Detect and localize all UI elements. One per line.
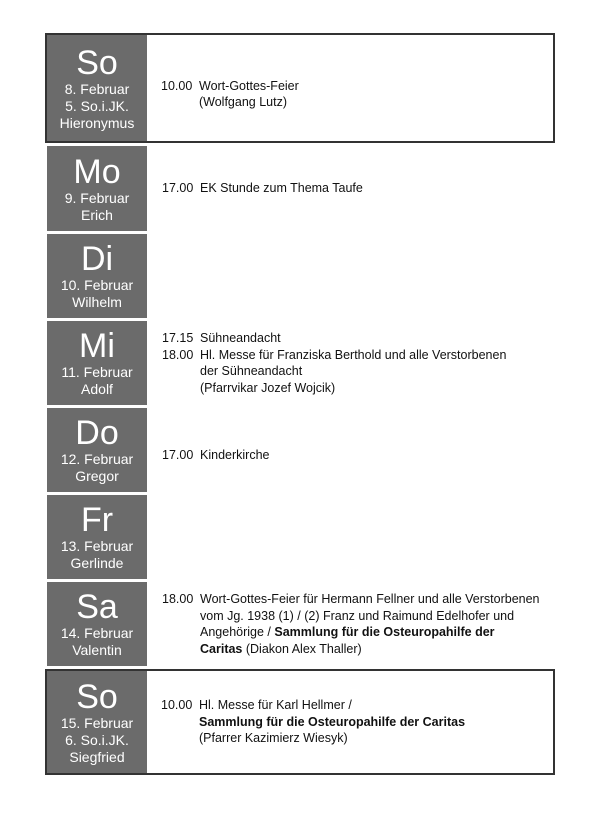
- event-description: [199, 697, 553, 747]
- day-events: [147, 582, 555, 666]
- day-events: [147, 146, 555, 231]
- event-time: 17.00: [162, 447, 194, 462]
- event-item: [162, 447, 555, 464]
- day-abbreviation: So: [76, 677, 118, 716]
- day-row-wednesday: [45, 321, 555, 405]
- day-label-box: [47, 495, 147, 579]
- day-date: 11. Februar: [61, 364, 133, 380]
- event-line: vom Jg. 1938 (1) / (2) Franz und Raimund Edelhofer und: [200, 608, 515, 623]
- event-line: [200, 624, 547, 641]
- name-day: Siegfried: [69, 748, 125, 765]
- event-line: (Wolfgang Lutz): [199, 95, 288, 109]
- event-time: 10.00: [161, 78, 193, 93]
- event-item: [162, 180, 555, 197]
- day-label-box: [47, 146, 147, 231]
- liturgical-sunday: 5. So.i.JK.: [65, 97, 129, 114]
- event-text: Angehörige /: [200, 625, 275, 639]
- weekly-schedule: [45, 33, 555, 775]
- day-abbreviation: Fr: [80, 501, 114, 539]
- collection-note: Sammlung für die Osteuropahilfe der: [274, 625, 495, 639]
- day-events: [147, 495, 555, 579]
- day-events: [147, 35, 553, 141]
- name-day: Gregor: [75, 468, 119, 484]
- collection-note: Caritas: [200, 641, 243, 656]
- day-row-tuesday: [45, 234, 555, 318]
- day-label-box: [47, 234, 147, 318]
- event-item: [162, 347, 555, 397]
- name-day: Wilhelm: [72, 294, 122, 310]
- day-events: [147, 671, 553, 773]
- day-date: 9. Februar: [64, 189, 130, 206]
- event-description: [199, 78, 553, 111]
- day-row-sunday: [45, 33, 555, 143]
- day-date: 12. Februar: [60, 451, 134, 467]
- name-day: Erich: [81, 206, 113, 223]
- event-line: Hl. Messe für Karl Hellmer /: [199, 698, 352, 713]
- day-date: 14. Februar: [60, 625, 134, 641]
- event-time: 18.00: [162, 592, 194, 606]
- day-date: 8. Februar: [64, 80, 130, 97]
- day-row-monday: [45, 146, 555, 231]
- event-item: [162, 330, 555, 347]
- event-item: [161, 78, 553, 111]
- day-date: 10. Februar: [60, 277, 134, 293]
- event-text: (Diakon Alex Thaller): [242, 641, 362, 656]
- day-events: [147, 408, 555, 492]
- event-description: [200, 347, 555, 397]
- event-time: 17.00: [162, 181, 194, 196]
- event-line: Wort-Gottes-Feier: [199, 78, 299, 93]
- day-label-box: [47, 582, 147, 666]
- event-line: Hl. Messe für Franziska Berthold und alle Verstorbenen: [200, 347, 507, 362]
- event-item: [162, 591, 555, 657]
- day-label-box: [47, 321, 147, 405]
- event-line: (Pfarrvikar Jozef Wojcik): [200, 380, 336, 395]
- event-description: EK Stunde zum Thema Taufe: [200, 181, 363, 196]
- day-abbreviation: Di: [80, 240, 114, 278]
- name-day: Adolf: [81, 381, 113, 397]
- day-row-thursday: [45, 408, 555, 492]
- name-day: Hieronymus: [59, 114, 135, 131]
- event-line: der Sühneandacht: [200, 364, 303, 378]
- event-line: (Pfarrer Kazimierz Wiesyk): [199, 731, 348, 746]
- event-time: 17.15: [162, 331, 194, 345]
- day-abbreviation: Mo: [73, 152, 121, 191]
- collection-note: Sammlung für die Osteuropahilfe der Caritas: [199, 714, 466, 729]
- day-events: [147, 321, 555, 405]
- day-abbreviation: Do: [75, 414, 119, 452]
- day-date: 13. Februar: [60, 538, 134, 554]
- day-abbreviation: Sa: [76, 588, 118, 626]
- day-row-saturday: [45, 582, 555, 666]
- day-date: 15. Februar: [60, 714, 134, 731]
- day-abbreviation: So: [76, 43, 118, 82]
- day-label-box: [47, 35, 147, 141]
- day-row-friday: [45, 495, 555, 579]
- day-abbreviation: Mi: [79, 327, 115, 365]
- event-description: Kinderkirche: [200, 447, 270, 462]
- event-line: Wort-Gottes-Feier für Hermann Fellner und alle Verstorbenen: [200, 592, 540, 606]
- day-label-box: [47, 408, 147, 492]
- event-line: [200, 641, 547, 658]
- event-description: Sühneandacht: [200, 331, 281, 345]
- event-description: [200, 591, 555, 657]
- event-time: 18.00: [162, 347, 194, 362]
- day-events: [147, 234, 555, 318]
- name-day: Gerlinde: [70, 555, 124, 571]
- day-label-box: [47, 671, 147, 773]
- liturgical-sunday: 6. So.i.JK.: [65, 731, 129, 748]
- event-line: [199, 714, 545, 731]
- name-day: Valentin: [72, 642, 122, 658]
- day-row-sunday-2: [45, 669, 555, 775]
- event-item: [161, 697, 553, 747]
- event-time: 10.00: [161, 698, 193, 713]
